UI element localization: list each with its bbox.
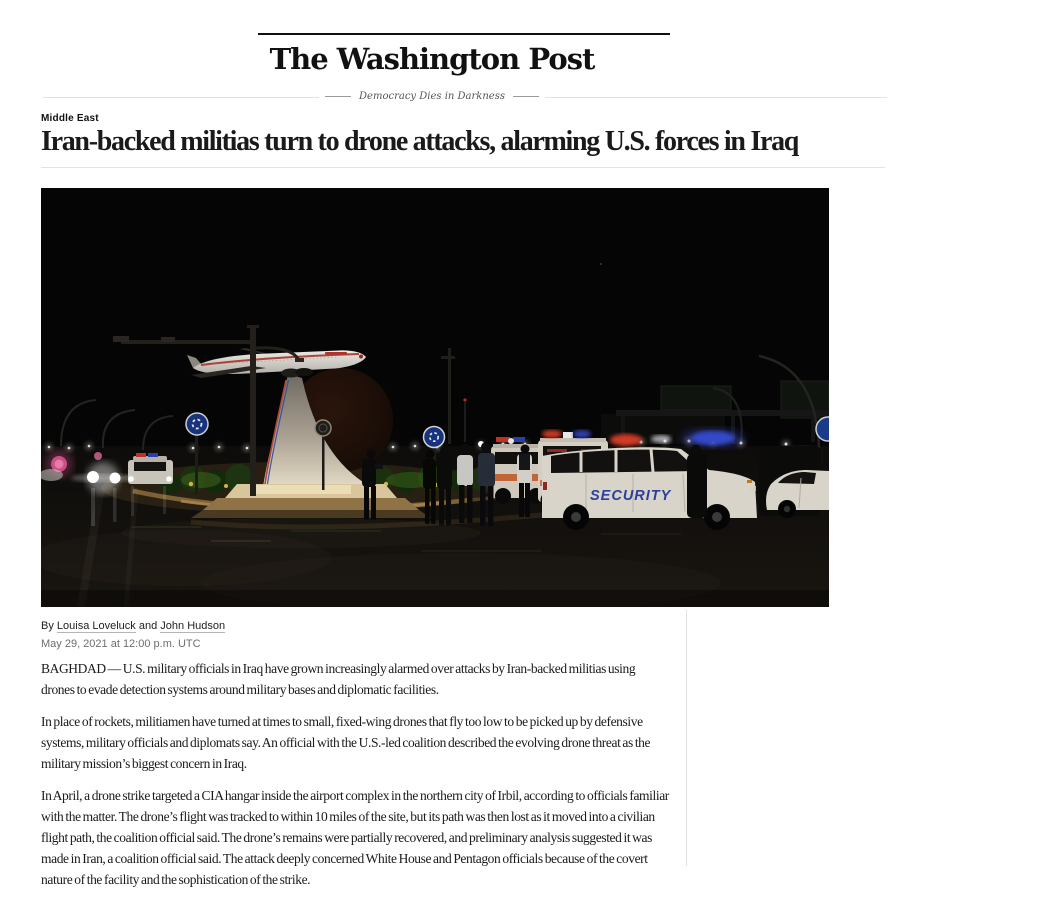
security-label: SECURITY bbox=[590, 488, 672, 504]
author-link-1[interactable]: Louisa Loveluck bbox=[56, 620, 136, 632]
tagline: Democracy Dies in Darkness bbox=[359, 91, 505, 102]
paragraph: In April, a drone strike targeted a CIA hangar inside the airport complex in the northern city of Irbil, according to officials familiar with the matter. The drone’s flight was tracked to within 10 miles of the site, but its path was then lost as it moved into a civilian flight path, the coalition official said. The drone’s remains were partially recovered, and preliminary analysis suggested it was made in Iran, a coalition official said. The attack deeply concerned White House and Pentagon officials because of the covert nature of the facility and the sophistication of the strike. bbox=[41, 788, 669, 887]
byline bbox=[41, 620, 225, 632]
tagline-left-dash bbox=[325, 96, 351, 97]
byline-conjunction: and bbox=[138, 620, 158, 632]
tagline-right-dash bbox=[513, 96, 539, 97]
right-rail-divider bbox=[686, 610, 687, 866]
background-vehicles-right bbox=[759, 446, 829, 518]
publish-date: May 29, 2021 at 12:00 p.m. UTC bbox=[41, 638, 201, 650]
author-link-2[interactable]: John Hudson bbox=[160, 620, 226, 632]
paragraph: BAGHDAD — U.S. military officials in Iraq have grown increasingly alarmed over attacks by Iran-backed militias using drones to evade detection systems around military bases and diplomatic facilities. bbox=[41, 661, 636, 697]
byline-prefix: By bbox=[41, 620, 54, 632]
headline-rule bbox=[41, 167, 885, 168]
paragraph: In place of rockets, militiamen have turned at times to small, fixed-wing drones that fly too low to be picked up by defensive systems, military officials and diplomats say. An official with the U.S.-led coalition described the evolving drone threat as the military mission’s biggest concern in Iraq. bbox=[41, 714, 651, 771]
section-kicker[interactable]: Middle East bbox=[41, 113, 99, 124]
headline: Iran-backed militias turn to drone attacks, alarming U.S. forces in Iraq bbox=[41, 126, 799, 157]
washington-post-logo[interactable]: The Washington Post bbox=[269, 42, 595, 76]
article-body bbox=[41, 658, 669, 900]
tagline-row bbox=[319, 91, 545, 102]
masthead-top-rule bbox=[258, 33, 670, 35]
article-photo bbox=[41, 188, 829, 607]
